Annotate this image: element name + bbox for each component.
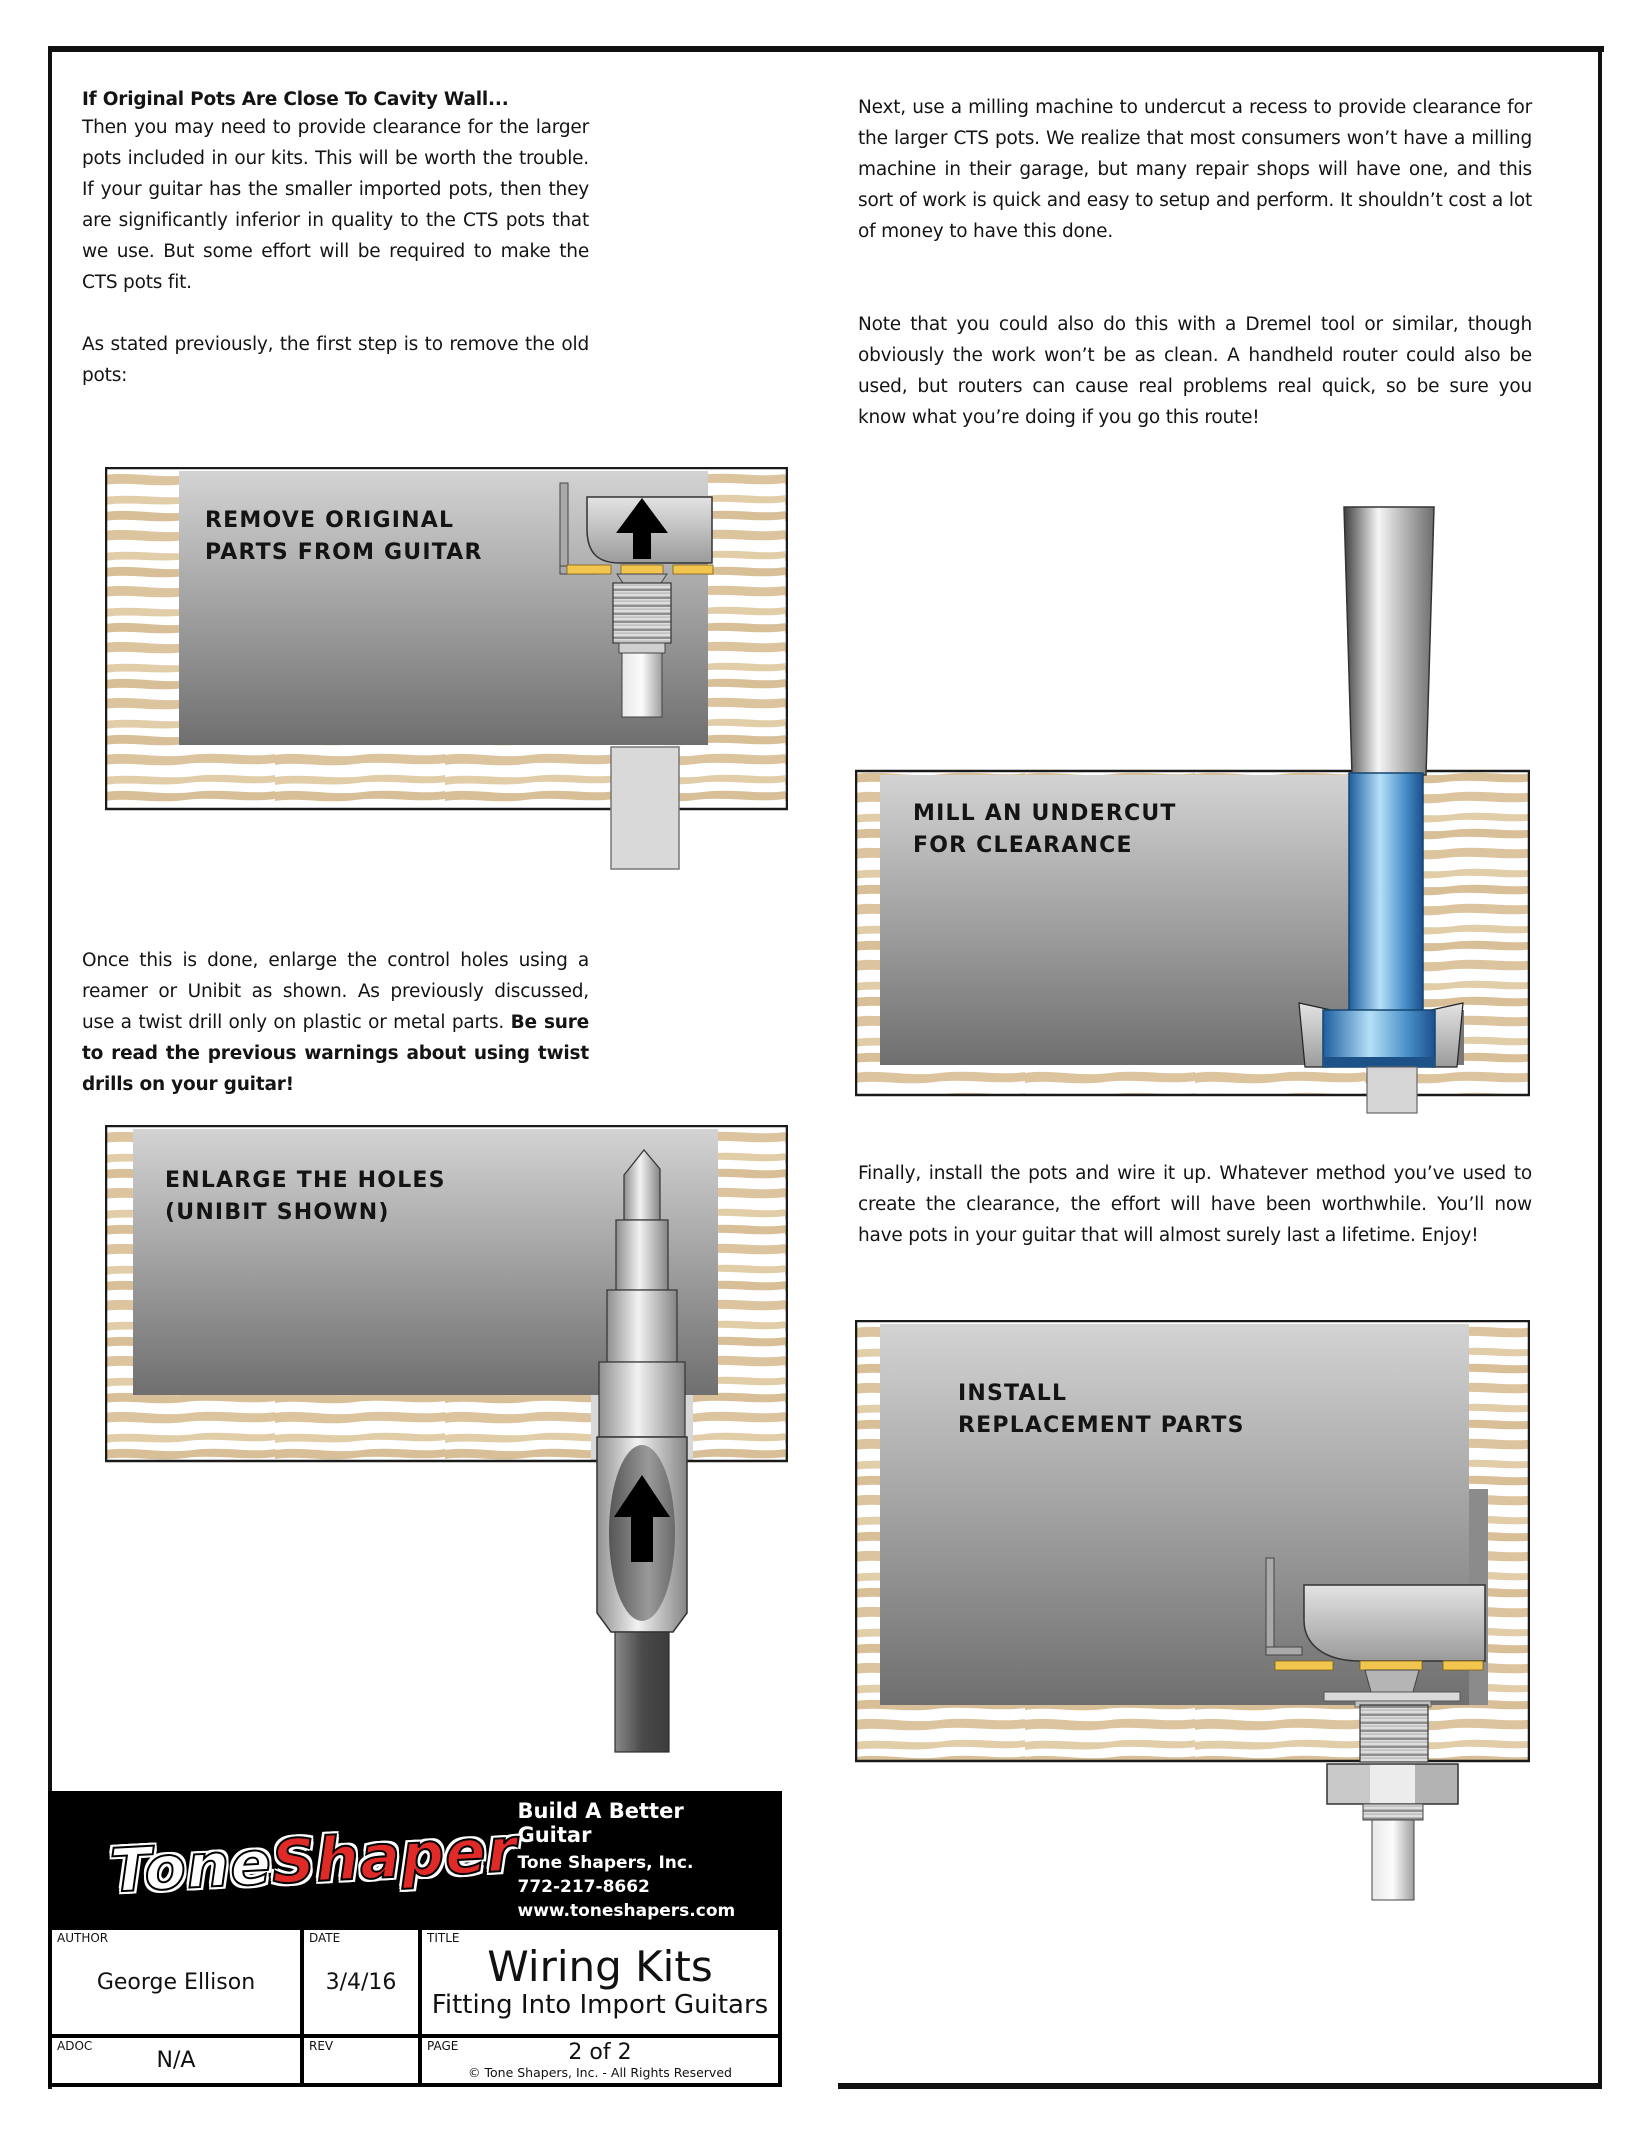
pot-body: [1304, 1585, 1485, 1661]
left-paragraph-1: Then you may need to provide clearance for the larger pots included in our kits. This will be worth the trouble. If your guitar has the smaller imported pots, then they are significantly inferior in quality to the CTS pots that we use. But some effort will be required to make the CTS pots fit.: [82, 117, 589, 293]
date-label: DATE: [309, 1931, 341, 1945]
solder-lug: [673, 565, 713, 574]
author-cell: [52, 1930, 300, 2034]
title-label: TITLE: [427, 1931, 460, 1945]
solder-lug: [1443, 1661, 1483, 1670]
date-value: 3/4/16: [325, 1969, 397, 1995]
threaded-bushing: [1360, 1705, 1428, 1762]
empty-mounting-hole: [611, 747, 679, 869]
figure-caption: ENLARGE THE HOLES: [165, 1168, 446, 1193]
toneshaper-logo: [108, 1815, 519, 1906]
figure-caption: REPLACEMENT PARTS: [958, 1413, 1245, 1438]
document-title: Wiring Kits: [487, 1942, 713, 1991]
left-paragraph-3-normal: Once this is done, enlarge the control holes using a reamer or Unibit as shown. As previously discussed, use a twist drill only on plastic or metal parts.: [82, 950, 589, 1033]
solder-lug: [1360, 1661, 1422, 1670]
figure-install-replacement-parts: [855, 1320, 1530, 1905]
company-name: Tone Shapers, Inc.: [517, 1852, 694, 1873]
cutter-shank: [1344, 507, 1434, 775]
figure-caption: PARTS FROM GUITAR: [205, 540, 483, 565]
drill-shank: [615, 1632, 669, 1752]
author-value: George Ellison: [96, 1969, 256, 1995]
frame-border-bottom: [838, 2083, 1602, 2089]
title-block: [48, 1791, 782, 2087]
left-heading: If Original Pots Are Close To Cavity Wall...: [82, 89, 509, 110]
right-paragraph-3: Finally, install the pots and wire it up. Whatever method you’ve used to create the clearance, the effort will have been worthwhile. You’ll now have pots in your guitar that will almost surely last a lifetime. Enjoy!: [858, 1163, 1532, 1246]
frame-border-top: [48, 46, 1604, 52]
page-label: PAGE: [427, 2039, 459, 2053]
company-phone: 772-217-8662: [517, 1876, 650, 1897]
mounting-nut: [1327, 1764, 1458, 1804]
figure-caption: (UNIBIT SHOWN): [165, 1200, 390, 1225]
adoc-value: N/A: [156, 2048, 196, 2073]
title-cell: [422, 1930, 778, 2034]
company-tagline: Build A Better Guitar: [517, 1798, 684, 1847]
adoc-cell: [52, 2038, 300, 2083]
figure-enlarge-holes: [105, 1125, 788, 1765]
right-paragraph-1: Next, use a milling machine to undercut a recess to provide clearance for the larger CTS pots. We realize that most consumers won’t have a milling machine in their garage, but many repair shops will have one, and this sort of work is quick and easy to setup and perform. It shouldn’t cost a lot of money to have this done.: [858, 97, 1532, 242]
solder-lug: [1275, 1661, 1333, 1670]
rev-cell: [304, 2038, 418, 2083]
logo-tone-text: Tone: [108, 1827, 274, 1907]
frame-border-right: [1598, 46, 1602, 2089]
left-paragraph-3-bold: Be sure to read the previous warnings about using twist drills on your guitar!: [82, 1012, 589, 1095]
document-subtitle: Fitting Into Import Guitars: [431, 1990, 769, 2020]
page-number: 2 of 2: [568, 2040, 632, 2065]
date-cell: [304, 1930, 418, 2034]
pot-shaft: [1372, 1820, 1414, 1900]
copyright-notice: © Tone Shapers, Inc. - All Rights Reserved: [468, 2065, 732, 2080]
cutter-body: [1349, 773, 1423, 1013]
figure-caption: MILL AN UNDERCUT: [913, 801, 1177, 826]
pilot-hole: [1367, 1067, 1417, 1113]
solder-lug: [621, 565, 663, 574]
company-website: www.toneshapers.com: [517, 1900, 736, 1921]
company-contact-info: [517, 1799, 764, 1923]
logo-shaper-text: Shaper: [270, 1814, 520, 1898]
left-paragraph-2: As stated previously, the first step is to remove the old pots:: [82, 334, 589, 386]
right-paragraph-2: Note that you could also do this with a Dremel tool or similar, though obviously the work won’t be as clean. A handheld router could also be used, but routers can cause real problems real quick, so be sure you know what you’re doing if you go this route!: [858, 314, 1532, 428]
figure-mill-undercut: [855, 505, 1530, 1120]
page-cell: [422, 2038, 778, 2083]
figure-caption: INSTALL: [958, 1381, 1068, 1406]
adoc-label: ADOC: [57, 2039, 93, 2053]
threaded-bushing: [613, 583, 671, 643]
solder-lug: [567, 565, 611, 574]
thread-collar: [1363, 1804, 1423, 1820]
figure-remove-original-parts: [105, 467, 788, 879]
figure-caption: FOR CLEARANCE: [913, 833, 1133, 858]
rev-label: REV: [309, 2039, 334, 2053]
left-paragraph-3: [82, 945, 589, 1100]
frame-border-left: [48, 46, 52, 2089]
author-label: AUTHOR: [57, 1931, 109, 1945]
pot-shaft: [622, 653, 662, 717]
title-block-logo-row: [52, 1795, 778, 1926]
figure-caption: REMOVE ORIGINAL: [205, 508, 455, 533]
flat-washer: [1324, 1692, 1460, 1701]
